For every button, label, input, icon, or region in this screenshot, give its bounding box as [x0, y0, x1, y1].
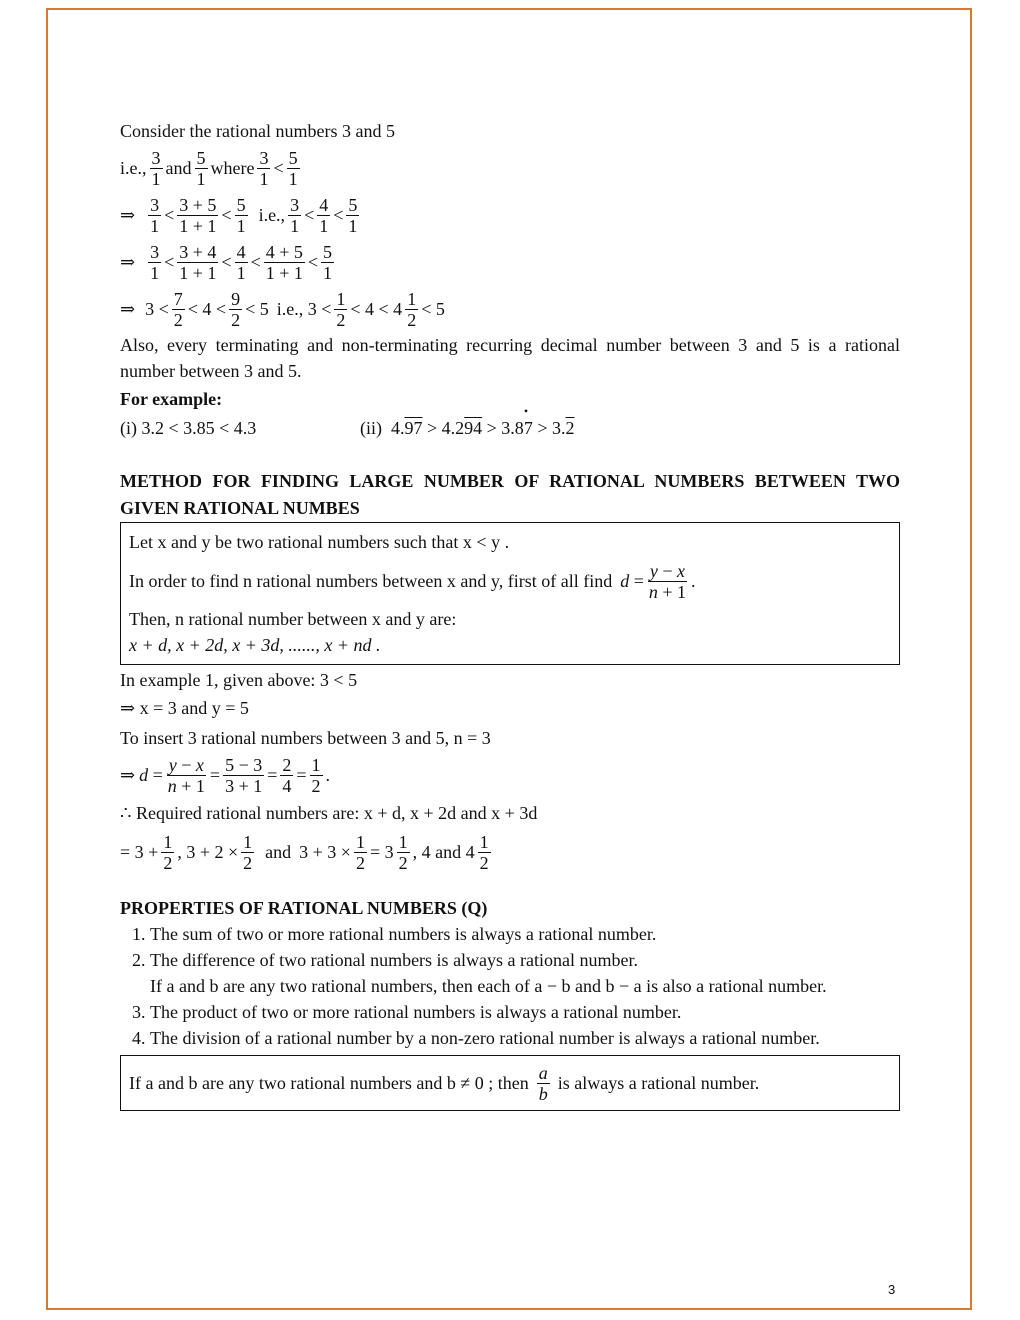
fraction: $\frac{1}{2}$	[407, 289, 417, 330]
property-item: 2. The difference of two rational numbers is always a rational number. If a and b are any two rational numbers, then each of a − b and b − a is also a rational number.	[150, 947, 900, 999]
example-line4: ⇒ d = $\frac{y - x}{n + 1}$ = $\frac{5 - 3}{3 + 1}$ = $\frac{2}{4}$ = $\frac{1}{2}$ .	[120, 755, 331, 796]
example-line5: ∴ Required rational numbers are: x + d, x + 2d and x + 3d	[120, 803, 538, 823]
example-i: (i) 3.2 < 3.85 < 4.3	[120, 418, 257, 438]
consider-text: Consider the rational numbers 3 and 5	[120, 121, 395, 141]
fraction: $\frac{1}{2}$	[163, 832, 173, 873]
fraction: $\frac{3 + 4}{1 + 1}$	[179, 242, 217, 283]
example-line6: = 3 + $\frac{1}{2}$ , 3 + 2 × $\frac{1}{2}$ and 3 + 3 × $\frac{1}{2}$ = 3 $\frac{1}{2}$ , 4 and 4 $\frac{1}{2}$	[120, 832, 489, 873]
fraction-line-3: ⇒ $\frac{3}{1}$ < $\frac{3 + 4}{1 + 1}$ < $\frac{4}{1}$ < $\frac{4 + 5}{1 + 1}$ < $\frac{5}{1}$	[120, 242, 333, 283]
fraction: $\frac{5}{1}$	[236, 195, 246, 236]
fraction: $\frac{3}{1}$	[150, 195, 160, 236]
example-line2: ⇒ x = 3 and y = 5	[120, 698, 249, 718]
method-box-line3: Then, n rational number between x and y are:	[129, 609, 457, 629]
ie-label: i.e.,	[120, 158, 147, 178]
fraction: $\frac{5}{1}$	[323, 242, 333, 283]
example-line3: To insert 3 rational numbers between 3 and 5, n = 3	[120, 728, 491, 748]
example-line1: In example 1, given above: 3 < 5	[120, 670, 358, 690]
method-box	[120, 522, 900, 665]
also-paragraph: Also, every terminating and non-terminating recurring decimal number between 3 and 5 is a rational number between 3 and 5.	[120, 335, 900, 381]
fraction: $\frac{5 - 3}{3 + 1}$	[225, 755, 263, 796]
fraction: $\frac{3}{1}$	[259, 148, 269, 189]
fraction: $\frac{4}{1}$	[236, 242, 246, 283]
fraction: $\frac{1}{2}$	[336, 289, 346, 330]
where-word: where	[210, 158, 255, 178]
examples-row	[120, 418, 900, 444]
property-note: If a and b are any two rational numbers, then each of a − b and b − a is also a rational number.	[150, 976, 827, 996]
properties-list	[120, 921, 900, 1051]
properties-heading: PROPERTIES OF RATIONAL NUMBERS (Q)	[120, 898, 488, 918]
fraction: $\frac{a}{b}$	[538, 1062, 548, 1104]
fraction: $\frac{2}{4}$	[282, 755, 292, 796]
document-content	[120, 118, 900, 1111]
fraction: $\frac{9}{2}$	[231, 289, 241, 330]
example-ii: (ii) 4.97 > 4.294 > 3.87 • > 3.2	[360, 418, 574, 439]
method-box-line4: x + d, x + 2d, x + 3d, ......, x + nd .	[129, 635, 381, 655]
fraction: $\frac{3 + 5}{1 + 1}$	[179, 195, 217, 236]
fraction: $\frac{y - x}{n + 1}$	[648, 561, 687, 602]
for-example-label: For example:	[120, 389, 223, 409]
fraction: $\frac{5}{1}$	[288, 148, 298, 189]
implies-symbol: ⇒	[120, 205, 136, 225]
method-box-line2: In order to find n rational numbers between x and y, first of all find d = $\frac{y - x}{n + 1}$ .	[129, 561, 696, 602]
fraction: $\frac{4 + 5}{1 + 1}$	[265, 242, 303, 283]
property-item: 4. The division of a rational number by a non-zero rational number is always a rational number.	[150, 1025, 900, 1051]
implies-symbol: ⇒	[120, 299, 136, 319]
fraction: $\frac{1}{2}$	[355, 832, 365, 873]
fraction: $\frac{3}{1}$	[151, 148, 161, 189]
fraction: $\frac{3}{1}$	[290, 195, 300, 236]
fraction: $\frac{y - x}{n + 1}$	[167, 755, 205, 796]
fraction: $\frac{1}{2}$	[398, 832, 408, 873]
fraction: $\frac{7}{2}$	[173, 289, 183, 330]
implies-symbol: ⇒	[120, 252, 136, 272]
fraction: $\frac{1}{2}$	[311, 755, 321, 796]
fraction: $\frac{5}{1}$	[348, 195, 358, 236]
fraction: $\frac{3}{1}$	[150, 242, 160, 283]
fraction-line-4: ⇒ 3 < $\frac{7}{2}$ < 4 < $\frac{9}{2}$ < 5 i.e., 3 < $\frac{1}{2}$ < 4 < 4 $\frac{1}{2}$ < 5	[120, 289, 445, 330]
division-box: If a and b are any two rational numbers and b ≠ 0 ; then $\frac{a}{b}$ is always a rational number.	[120, 1055, 900, 1111]
property-item: 1. The sum of two or more rational numbers is always a rational number.	[150, 921, 900, 947]
fraction: $\frac{1}{2}$	[479, 832, 489, 873]
and-word: and	[165, 158, 192, 178]
fraction-line-1: i.e., $\frac{3}{1}$ and $\frac{5}{1}$ where $\frac{3}{1}$ < $\frac{5}{1}$	[120, 148, 298, 189]
fraction: $\frac{5}{1}$	[196, 148, 206, 189]
fraction-line-2: ⇒ $\frac{3}{1}$ < $\frac{3 + 5}{1 + 1}$ < $\frac{5}{1}$ i.e., $\frac{3}{1}$ < $\frac{4}{1}$ < $\frac{5}{1}$	[120, 195, 358, 236]
fraction: $\frac{4}{1}$	[319, 195, 329, 236]
fraction: $\frac{1}{2}$	[243, 832, 253, 873]
method-box-line1: Let x and y be two rational numbers such that x < y .	[129, 532, 510, 552]
method-heading: METHOD FOR FINDING LARGE NUMBER OF RATIONAL NUMBERS BETWEEN TWO GIVEN RATIONAL NUMBES	[120, 471, 900, 518]
property-item: 3. The product of two or more rational numbers is always a rational number.	[150, 999, 900, 1025]
page-number: 3	[888, 1282, 896, 1297]
ie-label: i.e.,	[258, 205, 286, 225]
